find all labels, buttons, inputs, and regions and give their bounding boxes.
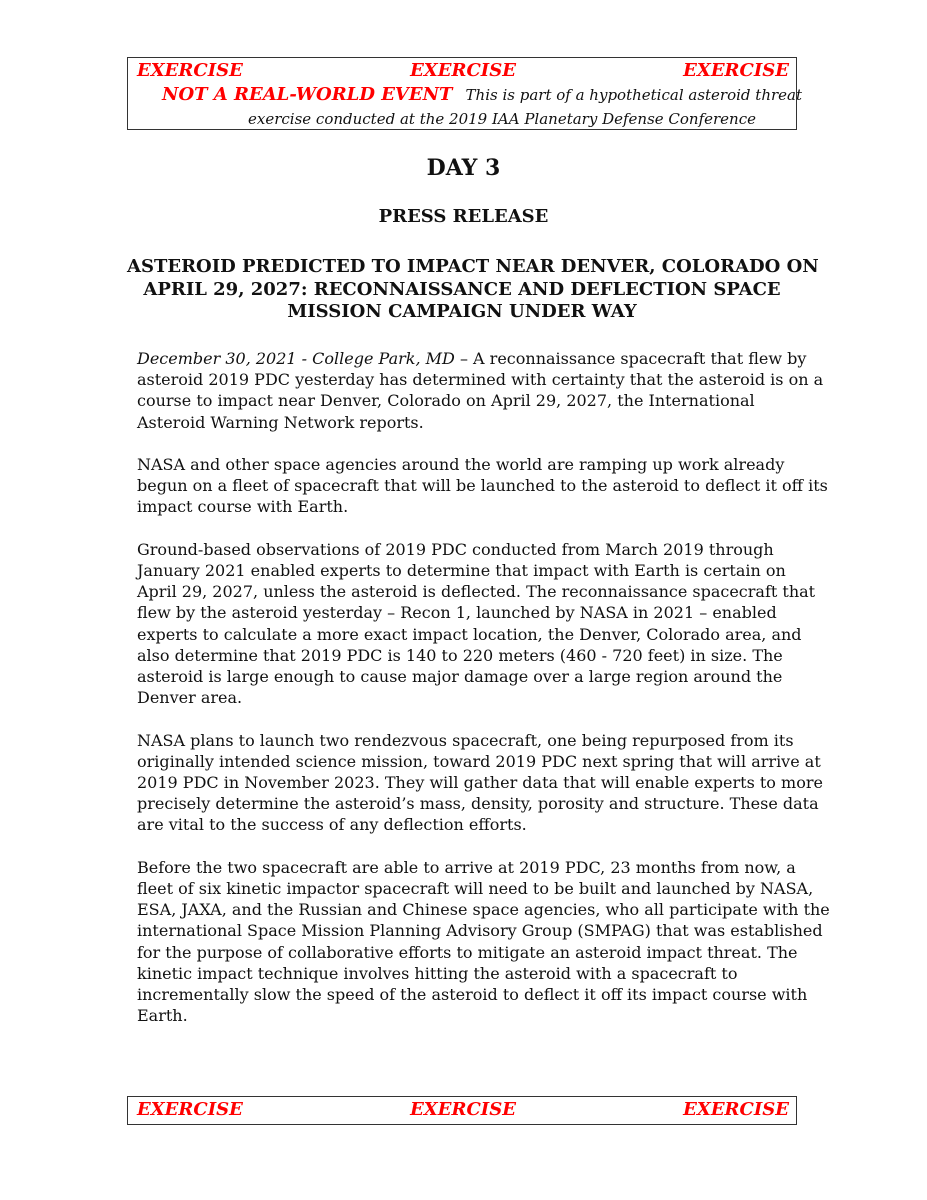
body-line: Denver area. bbox=[137, 688, 243, 708]
body-line: April 29, 2027, unless the asteroid is deflected. The reconnaissance spacecraft that bbox=[137, 582, 816, 602]
day-heading: DAY 3 bbox=[426, 155, 501, 181]
exercise-footer-label-center: EXERCISE bbox=[410, 1099, 516, 1120]
exercise-label-right: EXERCISE bbox=[683, 60, 789, 81]
body-line: are vital to the success of any deflection efforts. bbox=[137, 815, 527, 835]
body-line: originally intended science mission, toward 2019 PDC next spring that will arrive at bbox=[137, 751, 821, 771]
body-line: asteroid 2019 PDC yesterday has determined with certainty that the asteroid is on a bbox=[137, 370, 824, 390]
dateline: December 30, 2021 - College Park, MD bbox=[137, 349, 455, 368]
body-paragraph bbox=[137, 539, 816, 709]
body-line: for the purpose of collaborative efforts to mitigate an asteroid impact threat. The bbox=[137, 942, 798, 962]
body-line: impact course with Earth. bbox=[137, 497, 349, 517]
body-line: NASA plans to launch two rendezvous spacecraft, one being repurposed from its bbox=[137, 730, 794, 750]
body-line: ESA, JAXA, and the Russian and Chinese space agencies, who all participate with the bbox=[137, 900, 830, 920]
body-line: January 2021 enabled experts to determine that impact with Earth is certain on bbox=[137, 561, 786, 580]
body-line: precisely determine the asteroid’s mass, density, porosity and structure. These data bbox=[137, 794, 819, 814]
body-line: experts to calculate a more exact impact location, the Denver, Colorado area, and bbox=[137, 624, 802, 644]
headline-line: ASTEROID PREDICTED TO IMPACT NEAR DENVER, COLORADO ON bbox=[127, 256, 819, 277]
exercise-notice-line-1 bbox=[162, 85, 802, 105]
exercise-footer-label-left: EXERCISE bbox=[137, 1099, 243, 1120]
hypothetical-notice-text: This is part of a hypothetical asteroid threat bbox=[465, 86, 802, 104]
body-paragraph bbox=[137, 730, 823, 836]
body-line: Before the two spacecraft are able to arrive at 2019 PDC, 23 months from now, a bbox=[137, 857, 796, 877]
press-release-heading: PRESS RELEASE bbox=[378, 206, 549, 227]
press-release-headline bbox=[127, 256, 819, 324]
headline-line: MISSION CAMPAIGN UNDER WAY bbox=[287, 301, 637, 322]
body-line: course to impact near Denver, Colorado on April 29, 2027, the International bbox=[137, 391, 755, 411]
exercise-footer-label-right: EXERCISE bbox=[683, 1099, 789, 1120]
exercise-notice-box bbox=[127, 57, 802, 130]
body-paragraph bbox=[137, 857, 830, 1027]
body-line: flew by the asteroid yesterday – Recon 1, launched by NASA in 2021 – enabled bbox=[137, 603, 777, 623]
body-line bbox=[137, 348, 807, 369]
body-line: begun on a fleet of spacecraft that will be launched to the asteroid to deflect it off its bbox=[137, 476, 828, 496]
body-line: Asteroid Warning Network reports. bbox=[137, 412, 424, 432]
not-real-event-label: NOT A REAL-WORLD EVENT bbox=[162, 84, 453, 105]
exercise-label-row bbox=[137, 60, 789, 82]
exercise-label-center: EXERCISE bbox=[410, 60, 516, 81]
body-line: 2019 PDC in November 2023. They will gather data that will enable experts to more bbox=[137, 773, 823, 793]
body-line: international Space Mission Planning Advisory Group (SMPAG) that was established bbox=[137, 921, 823, 941]
headline-line: APRIL 29, 2027: RECONNAISSANCE AND DEFLECTION SPACE bbox=[143, 278, 781, 300]
body-line: also determine that 2019 PDC is 140 to 220 meters (460 - 720 feet) in size. The bbox=[137, 645, 783, 665]
body-line: Ground-based observations of 2019 PDC conducted from March 2019 through bbox=[137, 539, 774, 559]
body-line: incrementally slow the speed of the asteroid to deflect it off its impact course with bbox=[137, 985, 808, 1005]
body-paragraph bbox=[137, 454, 828, 518]
exercise-footer-label-row bbox=[137, 1099, 789, 1121]
body-line: Earth. bbox=[137, 1006, 188, 1026]
dateline-continuation: – A reconnaissance spacecraft that flew by bbox=[454, 349, 807, 368]
body-paragraph bbox=[137, 348, 824, 433]
press-release-body bbox=[137, 348, 830, 1048]
body-line: NASA and other space agencies around the world are ramping up work already bbox=[137, 455, 785, 474]
exercise-label-left: EXERCISE bbox=[137, 60, 243, 81]
body-line: fleet of six kinetic impactor spacecraft will need to be built and launched by NASA, bbox=[137, 879, 814, 899]
body-line: kinetic impact technique involves hitting the asteroid with a spacecraft to bbox=[137, 963, 738, 983]
exercise-footer-box bbox=[127, 1096, 797, 1125]
body-line: asteroid is large enough to cause major damage over a large region around the bbox=[137, 667, 783, 687]
exercise-notice-line-2: exercise conducted at the 2019 IAA Planetary Defense Conference bbox=[248, 110, 757, 128]
